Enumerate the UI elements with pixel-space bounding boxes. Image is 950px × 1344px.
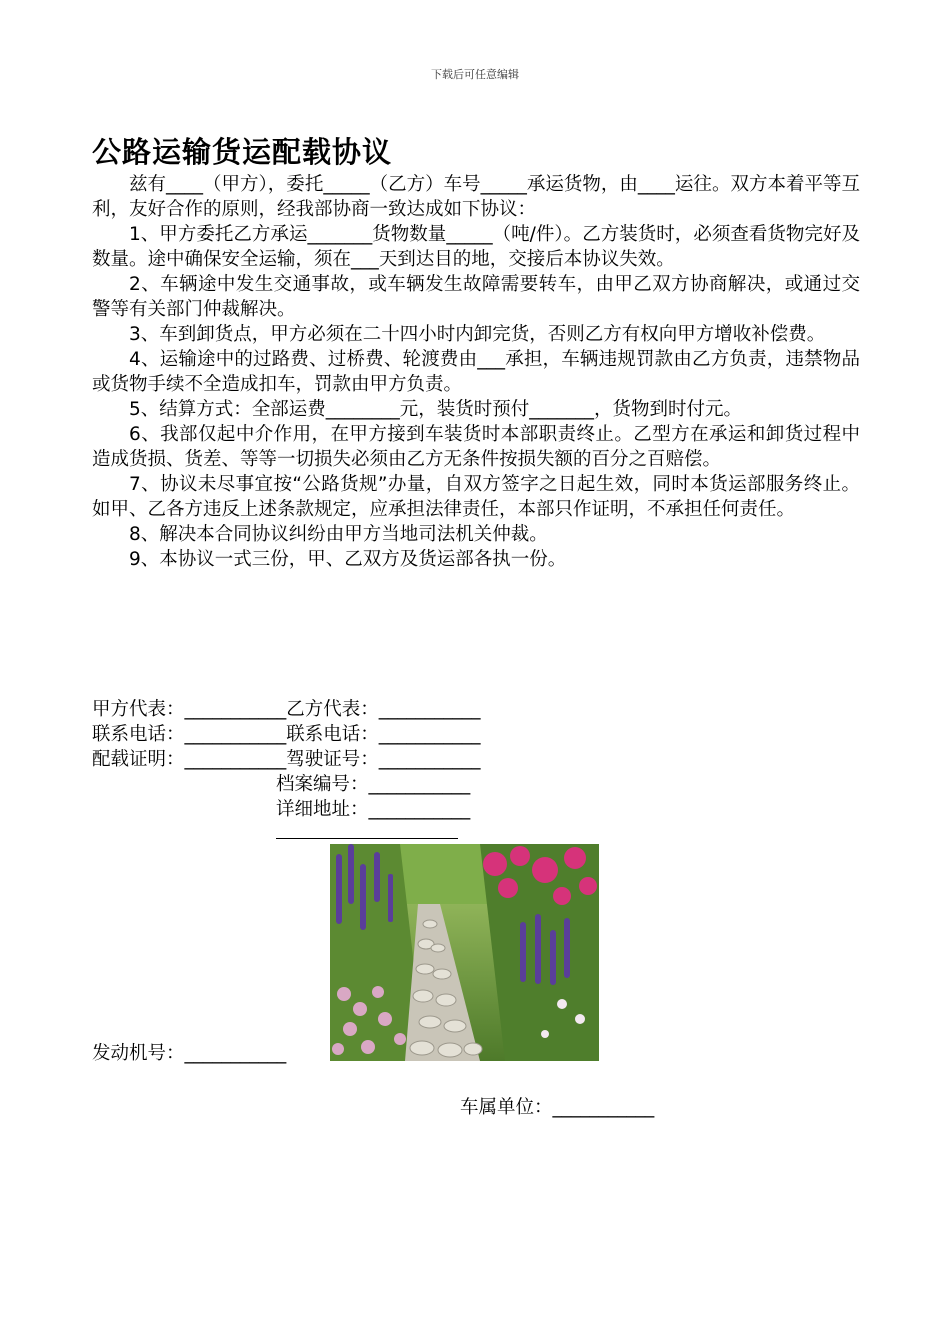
address-field: 详细地址：___________ — [276, 799, 471, 820]
garden-path-image — [330, 844, 599, 1061]
clause-8: 8、解决本合同协议纠纷由甲方当地司法机关仲裁。 — [129, 524, 548, 545]
archive-number-field: 档案编号：___________ — [276, 774, 471, 795]
clause-2: 2、车辆途中发生交通事故，或车辆发生故障需要转车，由甲乙双方协商解决，或通过交警等有关部门仲裁解决。 — [92, 274, 860, 320]
page-header: 下载后可任意编辑 — [431, 68, 519, 81]
intro-paragraph: 兹有____（甲方），委托_____（乙方）车号_____承运货物，由____运往。双方本着平等互利，友好合作的原则，经我部协商一致达成如下协议： — [92, 174, 860, 220]
document-title: 公路运输货运配载协议 — [92, 135, 393, 169]
clause-4: 4、运输途中的过路费、过桥费、轮渡费由___承担，车辆违规罚款由乙方负责，违禁物品或货物手续不全造成扣车，罚款由甲方负责。 — [92, 349, 860, 395]
agreement-body — [92, 172, 860, 572]
signature-row-certificates: 配载证明：___________驾驶证号：___________ — [92, 749, 481, 770]
clause-1: 1、甲方委托乙方承运_______货物数量_____（吨/件）。乙方装货时，必须查看货物完好及数量。途中确保安全运输，须在___天到达目的地，交接后本协议失效。 — [92, 224, 860, 270]
clause-9: 9、本协议一式三份，甲、乙双方及货运部各执一份。 — [129, 549, 567, 570]
vehicle-owner-field: 车属单位：___________ — [460, 1097, 655, 1118]
clause-7: 7、协议未尽事宜按“公路货规”办量，自双方签字之日起生效，同时本货运部服务终止。如甲、乙各方违反上述条款规定，应承担法律责任，本部只作证明，不承担任何责任。 — [92, 474, 860, 520]
signature-line — [276, 838, 458, 839]
signature-row-phones: 联系电话：___________联系电话：___________ — [92, 724, 481, 745]
engine-number-field: 发动机号：___________ — [92, 1043, 287, 1064]
clause-5: 5、结算方式：全部运费________元，装货时预付_______，货物到时付元。 — [129, 399, 743, 420]
clause-3: 3、车到卸货点，甲方必须在二十四小时内卸完货，否则乙方有权向甲方增收补偿费。 — [129, 324, 826, 345]
clause-6: 6、我部仅起中介作用，在甲方接到车装货时本部职责终止。乙型方在承运和卸货过程中造成货损、货差、等等一切损失必须由乙方无条件按损失额的百分之百赔偿。 — [92, 424, 860, 470]
signature-row-representatives: 甲方代表：___________乙方代表：___________ — [92, 699, 481, 720]
